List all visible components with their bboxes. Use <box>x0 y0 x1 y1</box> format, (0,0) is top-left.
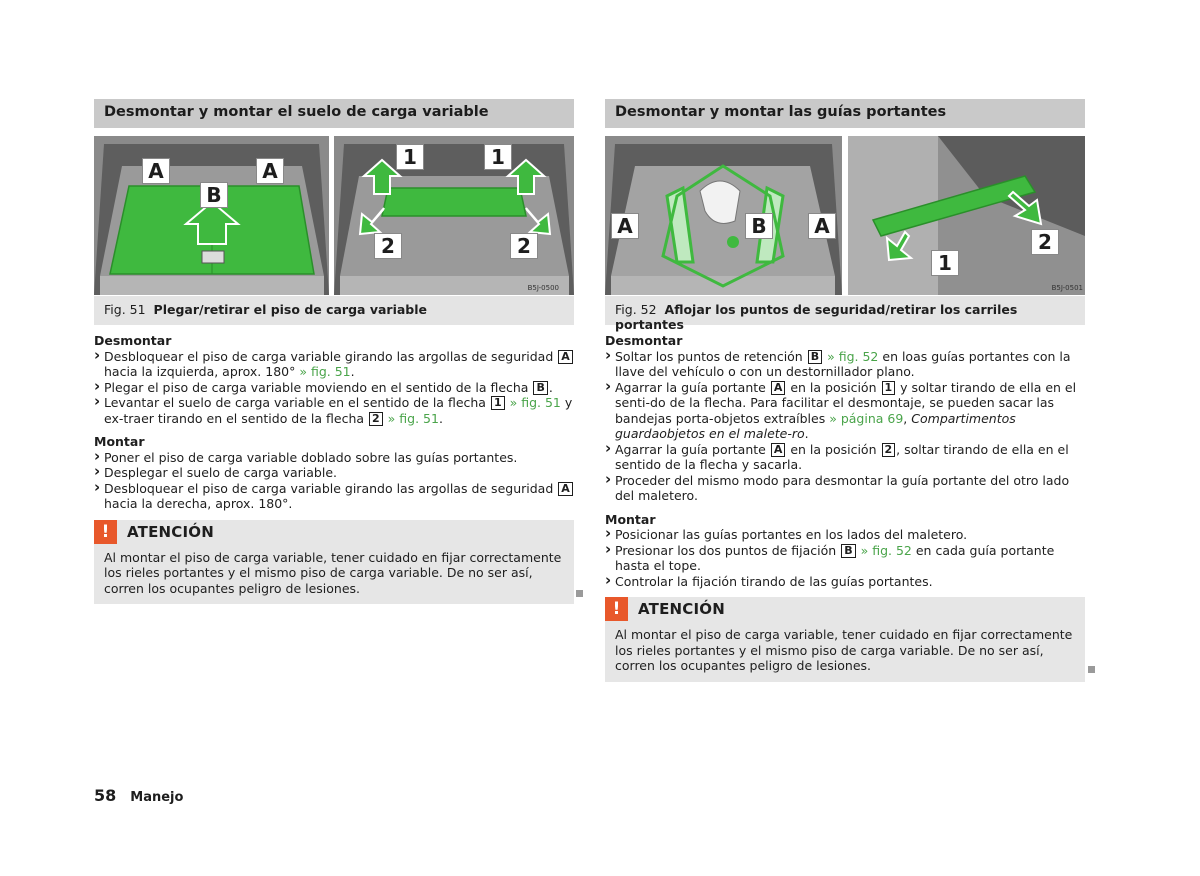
label-a-left: A <box>611 213 639 239</box>
section-title: Desmontar y montar el suelo de carga variable <box>94 99 574 128</box>
montar-heading: Montar <box>94 434 145 449</box>
key-badge: 1 <box>882 381 896 395</box>
warning-title: ATENCIÓN <box>127 522 214 541</box>
warning-text: Al montar el piso de carga variable, tener cuidado en fijar correctamente los rieles portantes y el mismo piso de carga variable. De no ser así, corren los ocupantes peligro de lesiones. <box>104 549 562 596</box>
label-b: B <box>745 213 773 239</box>
list-item: › Soltar los puntos de retención B » fig. 52 en loas guías portantes con la llave del vehículo o con un destornillador plano. <box>605 349 1085 380</box>
list-item: › Proceder del mismo modo para desmontar la guía portante del otro lado del maletero. <box>605 473 1085 504</box>
page-link[interactable]: » página 69 <box>829 410 904 426</box>
key-badge: B <box>533 381 547 395</box>
figure-51 <box>94 136 574 295</box>
section-end-mark <box>1088 666 1095 673</box>
key-badge: A <box>558 482 573 496</box>
warning-text: Al montar el piso de carga variable, tener cuidado en fijar correctamente los rieles portantes y el mismo piso de carga variable. De no ser así, corren los ocupantes peligro de lesiones. <box>615 627 1073 673</box>
warning-icon: ! <box>605 597 628 621</box>
figure-title: Plegar/retirar el piso de carga variable <box>153 302 428 317</box>
label-1-left: 1 <box>396 144 424 170</box>
key-badge: A <box>771 443 786 457</box>
list-item: › Controlar la fijación tirando de las guías portantes. <box>605 574 1085 590</box>
desmontar-heading: Desmontar <box>605 333 683 348</box>
figure-link[interactable]: » fig. 52 <box>827 348 879 364</box>
label-a-right: A <box>256 158 284 184</box>
key-badge: A <box>558 350 573 364</box>
figure-caption <box>94 296 574 325</box>
list-item: › Presionar los dos puntos de fijación B » fig. 52 en cada guía portante hasta el tope. <box>605 543 1085 574</box>
label-2-right: 2 <box>510 233 538 259</box>
montar-heading: Montar <box>605 511 656 527</box>
page-number: 58 <box>94 786 117 805</box>
key-badge: B <box>808 350 822 364</box>
figure-code: B5J-0500 <box>527 284 559 292</box>
list-item: › Desbloquear el piso de carga variable girando las argollas de seguridad A hacia la izquierda, aprox. 180° » fig. 51. <box>94 349 574 380</box>
right-column <box>605 99 1085 682</box>
key-badge: B <box>841 544 855 558</box>
key-badge: 2 <box>882 443 896 457</box>
key-badge: 2 <box>369 412 383 426</box>
figure-title: Aflojar los puntos de seguridad/retirar los carriles portantes <box>615 302 1018 332</box>
label-2-left: 2 <box>374 233 402 259</box>
label-a-left: A <box>142 158 170 184</box>
label-2: 2 <box>1031 229 1059 255</box>
desmontar-block <box>605 333 1085 589</box>
section-end-mark <box>576 590 583 597</box>
figure-link[interactable]: » fig. 51 <box>509 395 561 410</box>
warning-icon: ! <box>94 520 117 544</box>
figure-link[interactable]: » fig. 52 <box>860 542 912 558</box>
list-item: › Agarrar la guía portante A en la posición 2 , soltar tirando de ella en el sentido de la flecha y sacarla. <box>605 442 1085 473</box>
desmontar-block <box>94 333 574 512</box>
figure-number: Fig. 52 <box>615 302 657 317</box>
list-item: › Poner el piso de carga variable doblado sobre las guías portantes. <box>94 450 574 466</box>
section-title: Desmontar y montar las guías portantes <box>605 99 1085 128</box>
left-column <box>94 99 574 604</box>
figure-caption <box>605 296 1085 332</box>
warning-box <box>605 597 1085 682</box>
figure-code: B5J-0501 <box>1051 284 1083 292</box>
key-badge: A <box>771 381 786 395</box>
warning-title: ATENCIÓN <box>638 600 725 618</box>
list-item: › Agarrar la guía portante A en la posición 1 y soltar tirando de ella en el senti-do de la flecha. Para facilitar el desmontaje, se pueden sacar las bandejas porta-objetos extraíbles » página 69, Compartimentos guardaobjetos en el malete-ro. <box>605 380 1085 442</box>
warning-box <box>94 520 574 605</box>
figure-link[interactable]: » fig. 51 <box>299 364 351 379</box>
desmontar-heading: Desmontar <box>94 333 172 348</box>
trunk-illustration-52 <box>605 136 1085 295</box>
label-a-right: A <box>808 213 836 239</box>
label-1: 1 <box>931 250 959 276</box>
list-item: › Posicionar las guías portantes en los lados del maletero. <box>605 527 1085 543</box>
figure-52 <box>605 136 1085 295</box>
list-item: › Levantar el suelo de carga variable en el sentido de la flecha 1 » fig. 51 y ex-traer tirando en el sentido de la flecha 2 » fig. 51. <box>94 395 574 426</box>
page-footer <box>94 786 183 805</box>
list-item: › Plegar el piso de carga variable moviendo en el sentido de la flecha B . <box>94 380 574 396</box>
key-badge: 1 <box>491 396 505 410</box>
list-item: › Desbloquear el piso de carga variable girando las argollas de seguridad A hacia la derecha, aprox. 180°. <box>94 481 574 512</box>
figure-link[interactable]: » fig. 51 <box>387 410 439 426</box>
label-1-right: 1 <box>484 144 512 170</box>
figure-number: Fig. 51 <box>104 302 146 317</box>
chapter-title: Manejo <box>130 790 184 805</box>
label-b: B <box>200 182 228 208</box>
list-item: › Desplegar el suelo de carga variable. <box>94 465 574 481</box>
